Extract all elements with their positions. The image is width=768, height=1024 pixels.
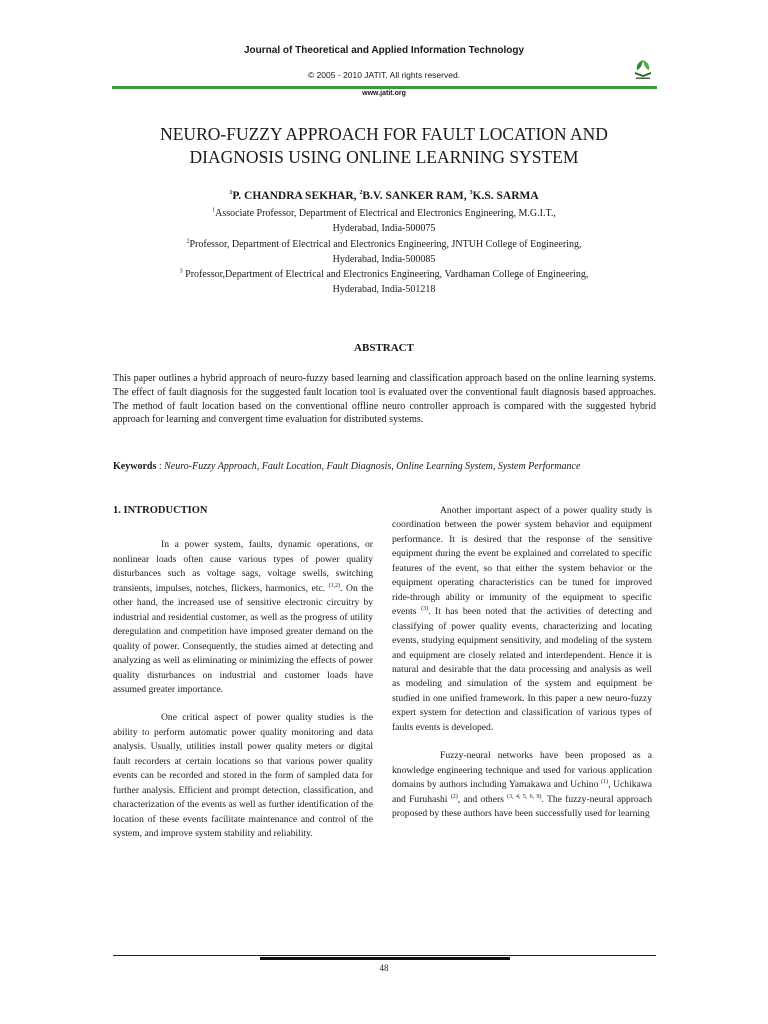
citation: (3)	[421, 605, 429, 612]
affiliation-3-city: Hyderabad, India-501218	[332, 284, 436, 296]
citation: (1)	[601, 778, 609, 785]
footer-rule-thick	[260, 957, 510, 960]
paper-title-line-2: DIAGNOSIS USING ONLINE LEARNING SYSTEM	[189, 147, 579, 167]
footer-rule	[113, 955, 656, 956]
intro-paragraph-4	[392, 749, 652, 821]
left-column	[113, 504, 373, 856]
intro-paragraph-1	[113, 538, 373, 697]
intro-paragraph-2: One critical aspect of power quality studies is the ability to perform automatic power quality monitoring and data analysis. Usually, utilities install power quality meters or digital fault recorders at certain locations so that various power quality events can be recorded and stored in the form of sampled data for further analysis. Efficient and prompt detection, classification, and characterization of the events as well as further identification of the location of these events facilitate maintenance and control of the system, and improve system stability and reliability.	[113, 712, 373, 840]
affiliation-line: Professor,Department of Electrical and Electronics Engineering, Vardhaman College of Engineering,	[182, 269, 589, 281]
journal-name: Journal of Theoretical and Applied Information Technology	[243, 45, 524, 56]
author-name: K.S. SARMA	[472, 190, 539, 202]
affiliation-2	[80, 237, 688, 252]
citation: (1,2)	[328, 582, 341, 589]
section-heading: 1. INTRODUCTION	[113, 505, 208, 516]
page-number: 48	[379, 963, 389, 973]
author-sup: 3	[469, 190, 473, 197]
paper-title-line-1: NEURO-FUZZY APPROACH FOR FAULT LOCATION AND	[160, 124, 608, 144]
citation: (3, 4, 5, 6, 9)	[507, 793, 542, 800]
text-run: , Uchikawa and Furuhashi	[392, 779, 652, 805]
keywords-label: Keywords	[113, 461, 157, 472]
text-run: . On the other hand, the increased use of sensitive electronic circuitry by industrial and residential customer, as well as the progress of utility deregulation and competition have imposed greater demand on the quality of power. Consequently, the studies aimed at detecting and analyzing as well as eliminating or minimizing the effects of power quality disturbances on industrial and customer loads have assumed greater importance.	[113, 582, 373, 695]
paper-title	[0, 123, 768, 169]
text-run: . It has been noted that the activities of detecting and classifying of power quality events, characterizing and locating events, studying equipment sensitivity, and modeling of the system and equipment are closely related and interdependent. Hence it is natural and desirable that the data processing and analysis as well as modeling and simulation of the system and equipment be studied in one unified framework. In this paper a new neuro-fuzzy expert system for detection and classification of various types of faults events is developed.	[392, 606, 652, 733]
abstract-heading: ABSTRACT	[354, 342, 414, 354]
affiliation-1	[80, 206, 688, 221]
copyright-notice: © 2005 - 2010 JATIT. All rights reserved.	[307, 70, 461, 80]
right-column	[392, 504, 652, 836]
affiliation-sup: 1	[212, 207, 216, 214]
journal-url: www.jatit.org	[362, 90, 406, 97]
text-run: . The fuzzy-neural approach proposed by these authors have been successfully used for learning	[392, 793, 653, 820]
affiliation-sup: 2	[186, 238, 190, 245]
author-name: P. CHANDRA SEKHAR,	[232, 190, 360, 202]
author-sup: 2	[359, 190, 363, 197]
affiliation-sup: 3	[179, 268, 183, 275]
abstract-text: This paper outlines a hybrid approach of neuro-fuzzy based learning and classification approach based on the online learning systems. The effect of fault diagnosis for the suggested fault location tool is evaluated over the conventional fault diagnosis based approaches. The method of fault location based on the conventional offline neuro controller approach is compared with the suggested hybrid approach for learning and convergent time evaluation for distributed systems.	[113, 373, 656, 426]
citation: (2)	[450, 793, 458, 800]
keywords-separator: :	[156, 461, 165, 472]
affiliation-line: Associate Professor, Department of Electrical and Electronics Engineering, M.G.I.T.,	[215, 208, 556, 219]
affiliations	[80, 206, 688, 298]
affiliation-2-city: Hyderabad, India-500085	[332, 253, 436, 265]
book-leaf-logo-icon	[632, 58, 654, 80]
author-name: B.V. SANKER RAM,	[362, 190, 470, 202]
text-run: Another important aspect of a power quality study is coordination between the power system behavior and equipment performance. It is desired that the response of the sensitive equipment during the event be explained and correlated to specific features of the event, so that either the system behavior or the equipment operating characteristics can be tuned for improved ride-through ability or immunity of the equipment to specific events	[392, 505, 652, 618]
affiliation-1-city: Hyderabad, India-500075	[332, 223, 436, 235]
text-run: , and others	[457, 793, 508, 805]
keywords-text: Neuro-Fuzzy Approach, Fault Location, Fault Diagnosis, Online Learning System, System Performance	[164, 461, 581, 472]
author-sup: 1	[229, 190, 233, 197]
affiliation-3	[80, 267, 688, 282]
intro-paragraph-3	[392, 504, 652, 735]
author-list	[0, 190, 768, 202]
keywords	[113, 460, 656, 474]
affiliation-line: Professor, Department of Electrical and Electronics Engineering, JNTUH College of Engineering,	[189, 238, 582, 250]
text-run: Fuzzy-neural networks have been proposed as a knowledge engineering technique and used for various application domains by authors including Yamakawa and Uchino	[392, 750, 652, 791]
text-run: In a power system, faults, dynamic operations, or nonlinear loads often cause various types of power quality disturbances such as voltage sags, voltage swells, switching transients, impulses, notches, flickers, harmonics, etc.	[113, 539, 373, 594]
header-divider	[112, 86, 657, 89]
